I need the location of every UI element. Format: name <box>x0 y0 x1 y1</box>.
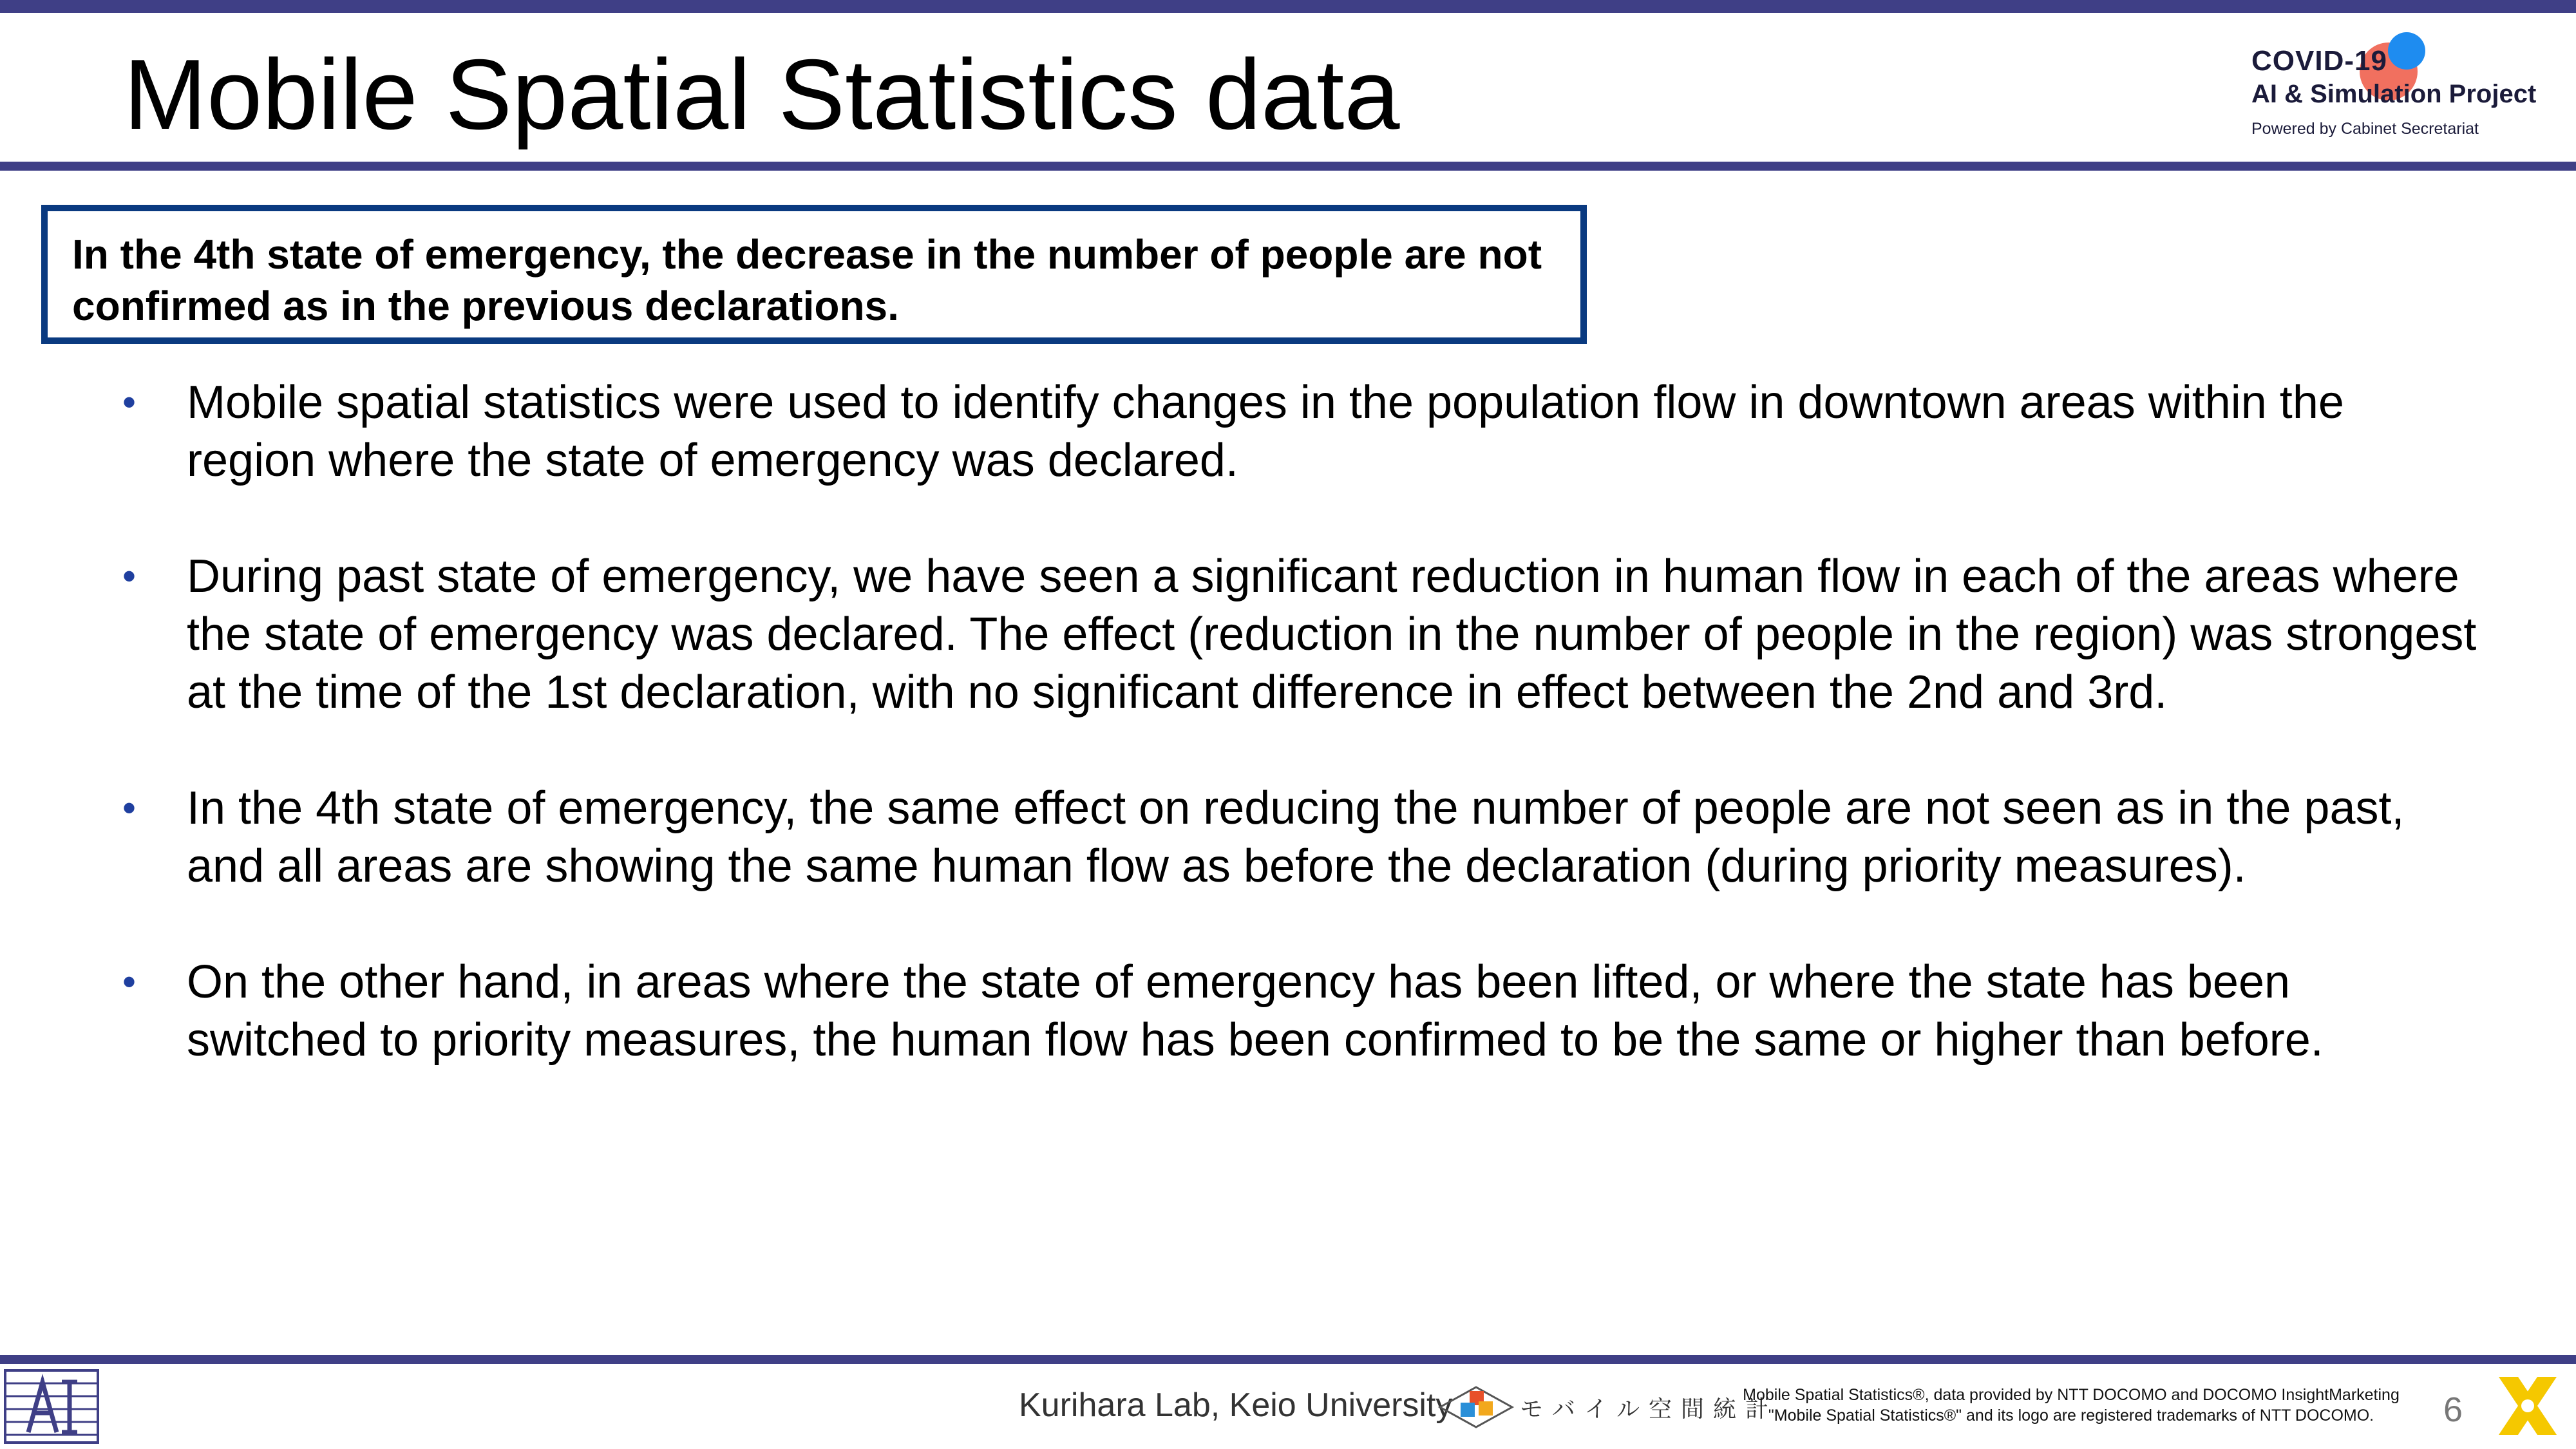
bullet-text: Mobile spatial statistics were used to identify changes in the population flow in downtown areas within the region where the state of emergency was declared. <box>187 377 2344 486</box>
credit-line-2: "Mobile Spatial Statistics®" and its logo are registered trademarks of NTT DOCOMO. <box>1768 1406 2374 1425</box>
logo-covid-text: COVID-19 <box>2251 45 2387 77</box>
bullet-text: During past state of emergency, we have seen a significant reduction in human flow in each of the areas where the state of emergency was declared. The effect (reduction in the number of people in the region) was strongest at the time of the 1st declaration, with no significant difference in effect between the 2nd and 3rd. <box>187 551 2477 718</box>
logo-project-text: AI & Simulation Project <box>2251 80 2537 108</box>
ai-lab-logo-icon <box>3 1368 100 1445</box>
summary-callout <box>41 205 1587 344</box>
logo-powered-text: Powered by Cabinet Secretariat <box>2251 120 2479 138</box>
top-bar <box>0 0 2576 13</box>
list-item <box>122 374 2479 489</box>
list-item <box>122 953 2479 1069</box>
data-credit <box>1736 1385 2406 1426</box>
footer-lab-name: Kurihara Lab, Keio University <box>1019 1387 1453 1424</box>
header-rule <box>0 162 2576 171</box>
footer-rule <box>0 1355 2576 1364</box>
bullet-icon: • <box>122 554 137 598</box>
callout-text: In the 4th state of emergency, the decrease in the number of people are not confirmed as in the previous declarations. <box>72 231 1542 329</box>
logo-blue-dot <box>2388 32 2425 70</box>
list-item <box>122 779 2479 895</box>
bullet-icon: • <box>122 786 137 829</box>
page-number: 6 <box>2443 1390 2463 1429</box>
x-brand-logo-icon <box>2492 1370 2563 1441</box>
bullet-text: On the other hand, in areas where the state of emergency has been lifted, or where the state has been switched to priority measures, the human flow has been confirmed to be the same or higher than before. <box>187 956 2324 1066</box>
credit-line-1: Mobile Spatial Statistics®, data provided by NTT DOCOMO and DOCOMO InsightMarketing <box>1743 1386 2400 1404</box>
bullet-icon: • <box>122 381 137 424</box>
list-item <box>122 547 2479 721</box>
mss-logo-text: モバイル空間統計 <box>1520 1396 1778 1422</box>
bullet-icon: • <box>122 960 137 1003</box>
page-title: Mobile Spatial Statistics data <box>124 39 1400 150</box>
bullet-list <box>122 374 2479 1127</box>
bullet-text: In the 4th state of emergency, the same effect on reducing the number of people are not seen as in the past, and all areas are showing the same human flow as before the declaration (during priority measures). <box>187 782 2405 892</box>
